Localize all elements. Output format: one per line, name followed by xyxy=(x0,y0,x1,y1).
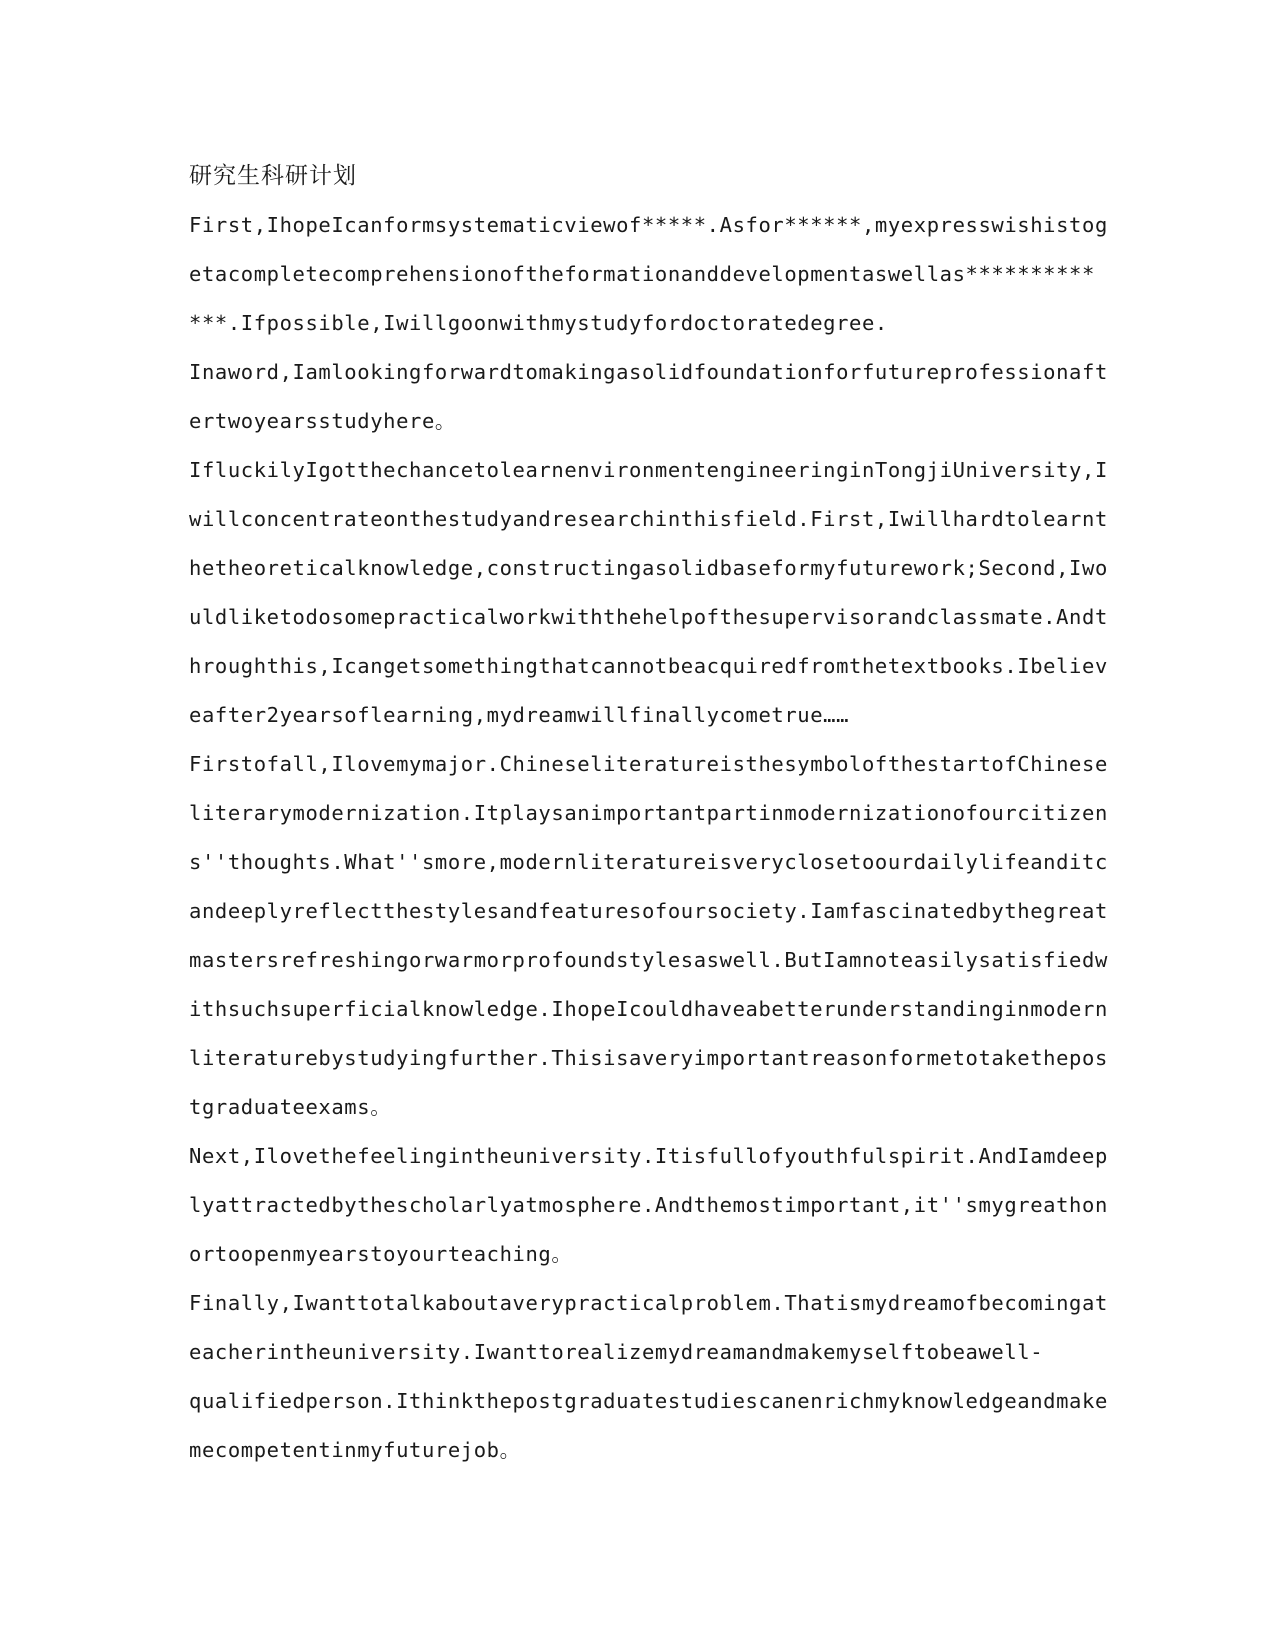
paragraph xyxy=(189,348,1108,446)
paragraph-line: lyattractedbythescholarlyatmosphere.Andthemostimportant,it''smygreathon xyxy=(189,1193,1108,1217)
paragraph-line: ithsuchsuperficialknowledge.IhopeIcouldhaveabetterunderstandinginmodern xyxy=(189,997,1108,1021)
paragraph-line: tgraduateexams。 xyxy=(189,1095,392,1119)
paragraph-line: IfluckilyIgotthechancetolearnenvironmentengineeringinTongjiUniversity,I xyxy=(189,458,1108,482)
paragraph-line: eacherintheuniversity.Iwanttorealizemydreamandmakemyselftobeawell- xyxy=(189,1340,1044,1364)
paragraph-line: ortoopenmyearstoyourteaching。 xyxy=(189,1242,573,1266)
paragraph-line: Next,Ilovethefeelingintheuniversity.Itisfullofyouthfulspirit.AndIamdeep xyxy=(189,1144,1108,1168)
paragraph-line: etacompletecomprehensionoftheformationanddevelopmentaswellas********** xyxy=(189,262,1095,286)
paragraph-line: eafter2yearsoflearning,mydreamwillfinallycometrue…… xyxy=(189,703,850,727)
paragraph-line: mastersrefreshingorwarmorprofoundstylesaswell.ButIamnoteasilysatisfiedw xyxy=(189,948,1108,972)
document-body xyxy=(189,152,1108,1475)
paragraph-line: Inaword,Iamlookingforwardtomakingasolidfoundationforfutureprofessionaft xyxy=(189,360,1108,384)
paragraph-line: willconcentrateonthestudyandresearchinthisfield.First,Iwillhardtolearnt xyxy=(189,507,1108,531)
paragraph-line: uldliketodosomepracticalworkwiththehelpofthesupervisorandclassmate.Andt xyxy=(189,605,1108,629)
paragraph-line: hetheoreticalknowledge,constructingasolidbaseformyfuturework;Second,Iwo xyxy=(189,556,1108,580)
paragraph-line: andeeplyreflectthestylesandfeaturesofoursociety.Iamfascinatedbythegreat xyxy=(189,899,1108,923)
paragraph xyxy=(189,1279,1108,1475)
paragraph-line: literarymodernization.Itplaysanimportantpartinmodernizationofourcitizen xyxy=(189,801,1108,825)
paragraph-line: ***.Ifpossible,Iwillgoonwithmystudyfordoctoratedegree. xyxy=(189,311,888,335)
paragraph-line: mecompetentinmyfuturejob。 xyxy=(189,1438,521,1462)
paragraph-line: literaturebystudyingfurther.Thisisaveryimportantreasonformetotakethepos xyxy=(189,1046,1108,1070)
paragraph-line: Finally,Iwanttotalkaboutaverypracticalproblem.Thatismydreamofbecomingat xyxy=(189,1291,1108,1315)
paragraph xyxy=(189,201,1108,348)
paragraph-line: hroughthis,Icangetsomethingthatcannotbeacquiredfromthetextbooks.Ibeliev xyxy=(189,654,1108,678)
paragraph-line: s''thoughts.What''smore,modernliteratureisveryclosetoourdailylifeanditc xyxy=(189,850,1108,874)
paragraph-line: ertwoyearsstudyhere。 xyxy=(189,409,456,433)
paragraph xyxy=(189,740,1108,1132)
paragraph-line: Firstofall,Ilovemymajor.ChineseliteratureisthesymbolofthestartofChinese xyxy=(189,752,1108,776)
paragraph xyxy=(189,446,1108,740)
paragraph-line: qualifiedperson.Ithinkthepostgraduatestudiescanenrichmyknowledgeandmake xyxy=(189,1389,1108,1413)
paragraph xyxy=(189,1132,1108,1279)
document-title: 研究生科研计划 xyxy=(189,163,357,189)
paragraph-line: First,IhopeIcanformsystematicviewof*****.Asfor******,myexpresswishistog xyxy=(189,213,1108,237)
